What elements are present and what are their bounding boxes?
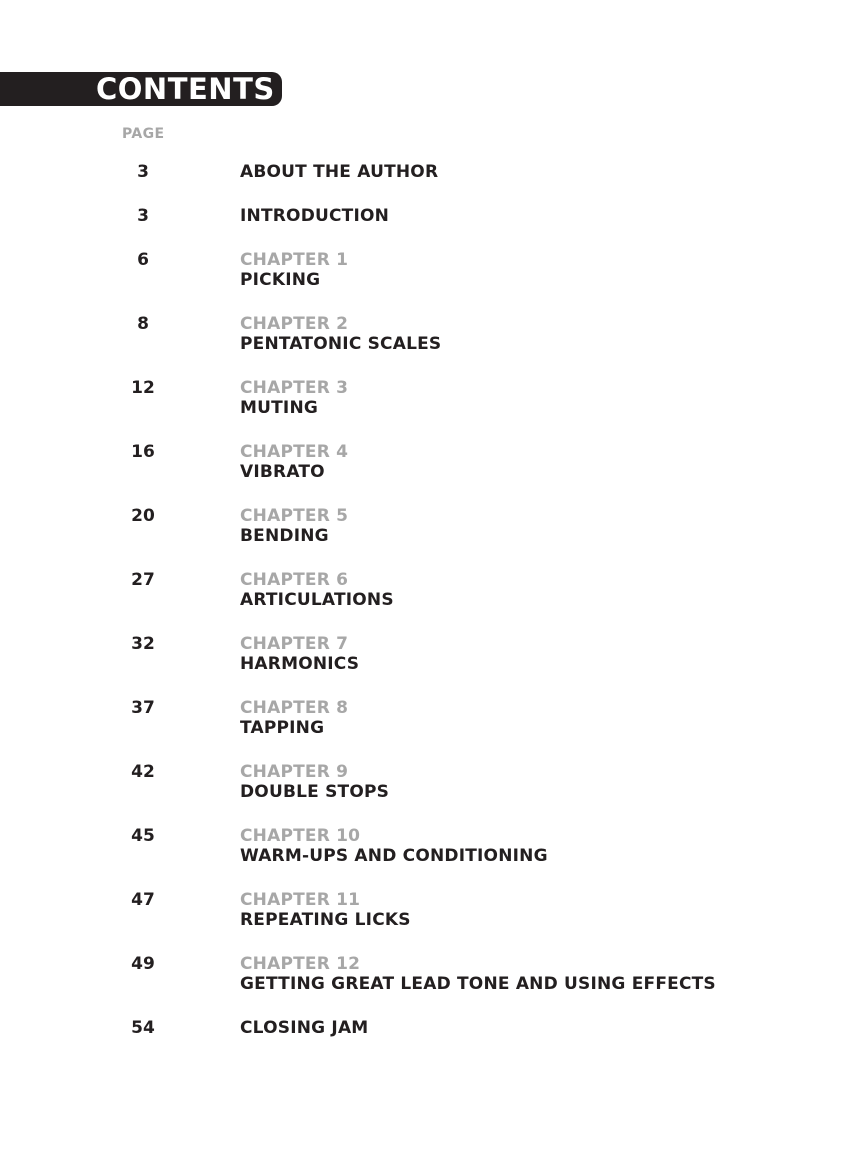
toc-title: CLOSING JAM	[240, 1018, 369, 1038]
toc-page-number: 12	[131, 378, 155, 398]
toc-chapter-label: CHAPTER 2	[240, 314, 349, 334]
toc-page-number: 47	[131, 890, 155, 910]
toc-title: ARTICULATIONS	[240, 590, 394, 610]
toc-titles	[240, 954, 716, 994]
page-column-heading: PAGE	[122, 126, 165, 142]
toc-titles	[240, 890, 411, 930]
toc-chapter-label: CHAPTER 12	[240, 954, 361, 974]
toc-titles	[240, 442, 348, 482]
toc-title: TAPPING	[240, 718, 325, 738]
toc-titles	[240, 698, 348, 738]
toc-title: PENTATONIC SCALES	[240, 334, 442, 354]
toc-title: VIBRATO	[240, 462, 325, 482]
toc-titles	[240, 250, 348, 290]
toc-page-number: 49	[131, 954, 155, 974]
toc-page-number: 45	[131, 826, 155, 846]
toc-title: ABOUT THE AUTHOR	[240, 162, 439, 182]
toc-chapter-label: CHAPTER 5	[240, 506, 349, 526]
toc-title: HARMONICS	[240, 654, 360, 674]
toc-page-number: 8	[137, 314, 149, 334]
toc-chapter-label: CHAPTER 9	[240, 762, 349, 782]
toc-page-number: 42	[131, 762, 155, 782]
toc-chapter-label: CHAPTER 11	[240, 890, 361, 910]
toc-page-number: 16	[131, 442, 155, 462]
toc-page-number: 27	[131, 570, 155, 590]
toc-title: PICKING	[240, 270, 321, 290]
toc-chapter-label: CHAPTER 3	[240, 378, 349, 398]
page-title: CONTENTS	[96, 72, 275, 106]
toc-chapter-label: CHAPTER 6	[240, 570, 349, 590]
toc-titles	[240, 162, 438, 182]
toc-page-number: 37	[131, 698, 155, 718]
toc-title: GETTING GREAT LEAD TONE AND USING EFFECTS	[240, 974, 716, 994]
toc-chapter-label: CHAPTER 8	[240, 698, 349, 718]
toc-chapter-label: CHAPTER 10	[240, 826, 361, 846]
toc-titles	[240, 826, 548, 866]
toc-title: BENDING	[240, 526, 329, 546]
toc-chapter-label: CHAPTER 1	[240, 250, 349, 270]
toc-title: DOUBLE STOPS	[240, 782, 390, 802]
toc-title: MUTING	[240, 398, 319, 418]
toc-titles	[240, 1018, 368, 1038]
toc-titles	[240, 570, 394, 610]
toc-page-number: 20	[131, 506, 155, 526]
toc-chapter-label: CHAPTER 7	[240, 634, 349, 654]
toc-titles	[240, 506, 348, 546]
toc-titles	[240, 314, 441, 354]
toc-title: INTRODUCTION	[240, 206, 390, 226]
toc-titles	[240, 634, 359, 674]
toc-titles	[240, 378, 348, 418]
toc-titles	[240, 206, 389, 226]
toc-page-number: 3	[137, 206, 149, 226]
toc-title: WARM-UPS AND CONDITIONING	[240, 846, 548, 866]
toc-page-number: 6	[137, 250, 149, 270]
toc-title: REPEATING LICKS	[240, 910, 411, 930]
toc-page-number: 32	[131, 634, 155, 654]
toc-page-number: 54	[131, 1018, 155, 1038]
toc-titles	[240, 762, 389, 802]
toc-chapter-label: CHAPTER 4	[240, 442, 349, 462]
toc-page-number: 3	[137, 162, 149, 182]
